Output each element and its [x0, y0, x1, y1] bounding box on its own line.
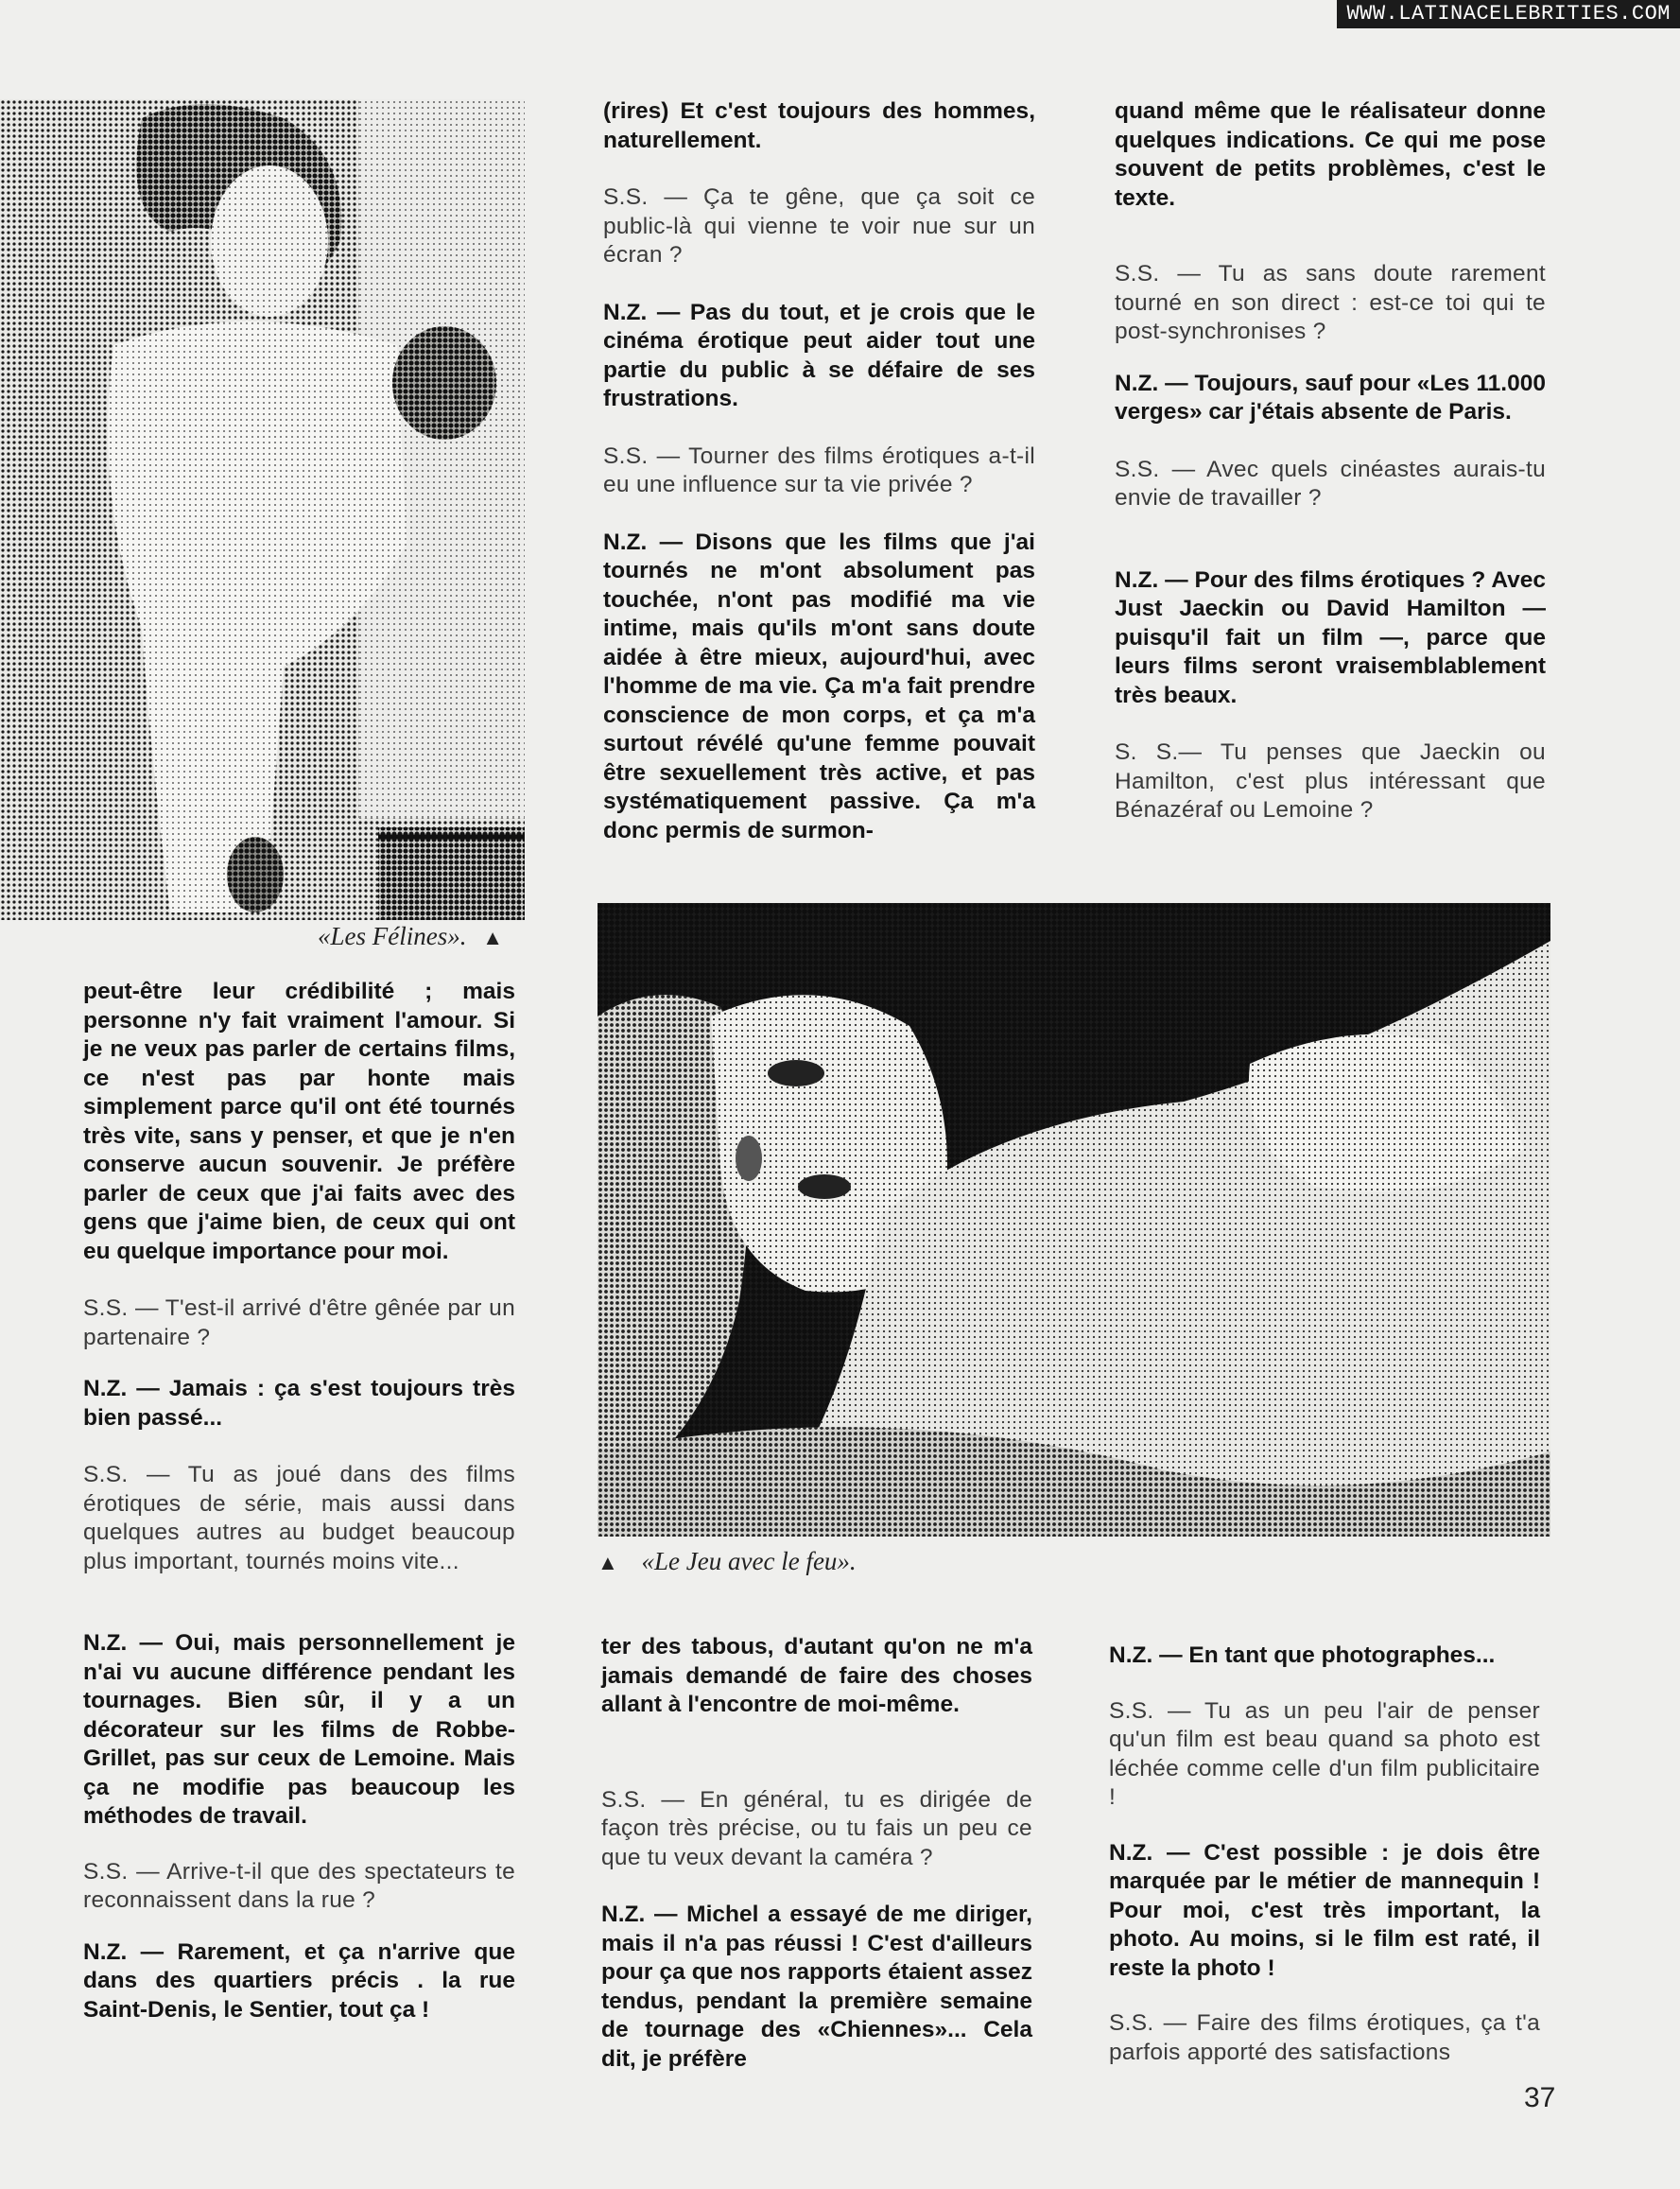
paragraph: N.Z. — Michel a essayé de me diriger, mais il n'a pas réussi ! C'est d'ailleurs pour ça que nos rapports étaient assez tendus, pendant la première semaine de tournage des «Chiennes»... Cela dit, je préfère — [601, 1902, 1032, 2072]
column-right-bottom — [1109, 1642, 1540, 2067]
column-mid-bottom — [601, 1633, 1032, 2074]
caption-triangle: ▲ — [482, 926, 504, 949]
paragraph: S.S. — Tu as joué dans des films érotiques de série, mais aussi dans quelques autres au budget beaucoup plus important, tournés moins vite... — [83, 1462, 515, 1574]
page-number: 37 — [1524, 2082, 1556, 2113]
paragraph: S.S. — Faire des films érotiques, ça t'a parfois apporté des satisfactions — [1109, 2010, 1540, 2065]
paragraph: N.Z. — Rarement, et ça n'arrive que dans des quartiers précis . la rue Saint-Denis, le Sentier, tout ça ! — [83, 1938, 515, 2023]
caption-text: «Les Félines». — [318, 922, 467, 950]
paragraph: S.S. — T'est-il arrivé d'être gênée par un partenaire ? — [83, 1295, 515, 1350]
column-right-top — [1115, 97, 1546, 825]
paragraph: N.Z. — Pour des films érotiques ? Avec Just Jaeckin ou David Hamilton — puisqu'il fait un film —, parce que leurs films seront vraisemblablement très beaux. — [1115, 566, 1546, 708]
caption-le-jeu-avec-le-feu — [598, 1547, 857, 1576]
paragraph: N.Z. — Oui, mais personnellement je n'ai vu aucune différence pendant les tournages. Bien sûr, il y a un décorateur sur les films de Robbe-Grillet, pas sur ceux de Lemoine. Mais ça ne modifie pas beaucoup les méthodes de travail. — [83, 1630, 515, 1829]
paragraph: peut-être leur crédibilité ; mais personne n'y fait vraiment l'amour. Si je ne veux pas parler de certains films, ce n'est pas par honte mais simplement parce qu'il ont été tournés très vite, sans y penser, et que je n'en conserve aucun souvenir. Je préfère parler de ceux que j'ai faits avec des gens que j'aime bien, de ceux qui ont eu quelque importance pour moi. — [83, 979, 515, 1264]
paragraph: N.Z. — En tant que photographes... — [1109, 1642, 1496, 1668]
paragraph: N.Z. — C'est possible : je dois être marquée par le métier de mannequin ! Pour moi, c'est très important, la photo. Au moins, si le film est raté, il reste la photo ! — [1109, 1839, 1540, 1981]
column-mid-top — [603, 97, 1035, 845]
paragraph: quand même que le réalisateur donne quelques indications. Ce qui me pose souvent de petits problèmes, c'est le texte. — [1115, 98, 1546, 211]
paragraph: N.Z. — Pas du tout, et je crois que le cinéma érotique peut aider tout une partie du public à se défaire de ses frustrations. — [603, 299, 1035, 411]
photo-les-felines — [0, 99, 525, 920]
caption-triangle: ▲ — [598, 1551, 618, 1574]
paragraph: S.S. — Avec quels cinéastes aurais-tu envie de travailler ? — [1115, 456, 1546, 511]
paragraph: N.Z. — Toujours, sauf pour «Les 11.000 verges» car j'étais absente de Paris. — [1115, 370, 1546, 425]
paragraph: ter des tabous, d'autant qu'on ne m'a jamais demandé de faire des choses allant à l'encontre de moi-même. — [601, 1634, 1032, 1717]
column-left-bottom — [83, 978, 515, 2024]
paragraph: S.S. — Tourner des films érotiques a-t-il eu une influence sur ta vie privée ? — [603, 443, 1035, 497]
watermark: WWW.LATINACELEBRITIES.COM — [1337, 0, 1680, 28]
paragraph: N.Z. — Disons que les films que j'ai tournés ne m'ont absolument pas touchée, n'ont pas modifié ma vie intime, mais qu'ils m'ont sans doute aidée à être mieux, aujourd'hui, avec l'homme de ma vie. Ça m'a fait prendre conscience de mon corps, et ça m'a surtout révélé qu'une femme pouvait être sexuellement très active, et pas systématiquement passive. Ça m'a donc permis de surmon- — [603, 529, 1035, 843]
paragraph: S.S. — En général, tu es dirigée de façon très précise, ou tu fais un peu ce que tu veux devant la caméra ? — [601, 1786, 1032, 1870]
paragraph: S.S. — Tu as un peu l'air de penser qu'un film est beau quand sa photo est léchée comme celle d'un film publicitaire ! — [1109, 1697, 1540, 1810]
paragraph: S.S. — Ça te gêne, que ça soit ce public-là qui vienne te voir nue sur un écran ? — [603, 184, 1035, 268]
caption-les-felines — [318, 922, 503, 951]
paragraph: S.S. — Arrive-t-il que des spectateurs te reconnaissent dans la rue ? — [83, 1858, 515, 1913]
caption-text: «Le Jeu avec le feu». — [641, 1547, 857, 1575]
paragraph: (rires) Et c'est toujours des hommes, naturellement. — [603, 98, 1035, 153]
paragraph: N.Z. — Jamais : ça s'est toujours très bien passé... — [83, 1376, 515, 1431]
photo-le-jeu-avec-le-feu — [598, 903, 1550, 1537]
paragraph: S.S. — Tu as sans doute rarement tourné en son direct : est-ce toi qui te post-synchronises ? — [1115, 261, 1546, 344]
paragraph: S. S.— Tu penses que Jaeckin ou Hamilton, c'est plus intéressant que Bénazéraf ou Lemoine ? — [1115, 739, 1546, 823]
